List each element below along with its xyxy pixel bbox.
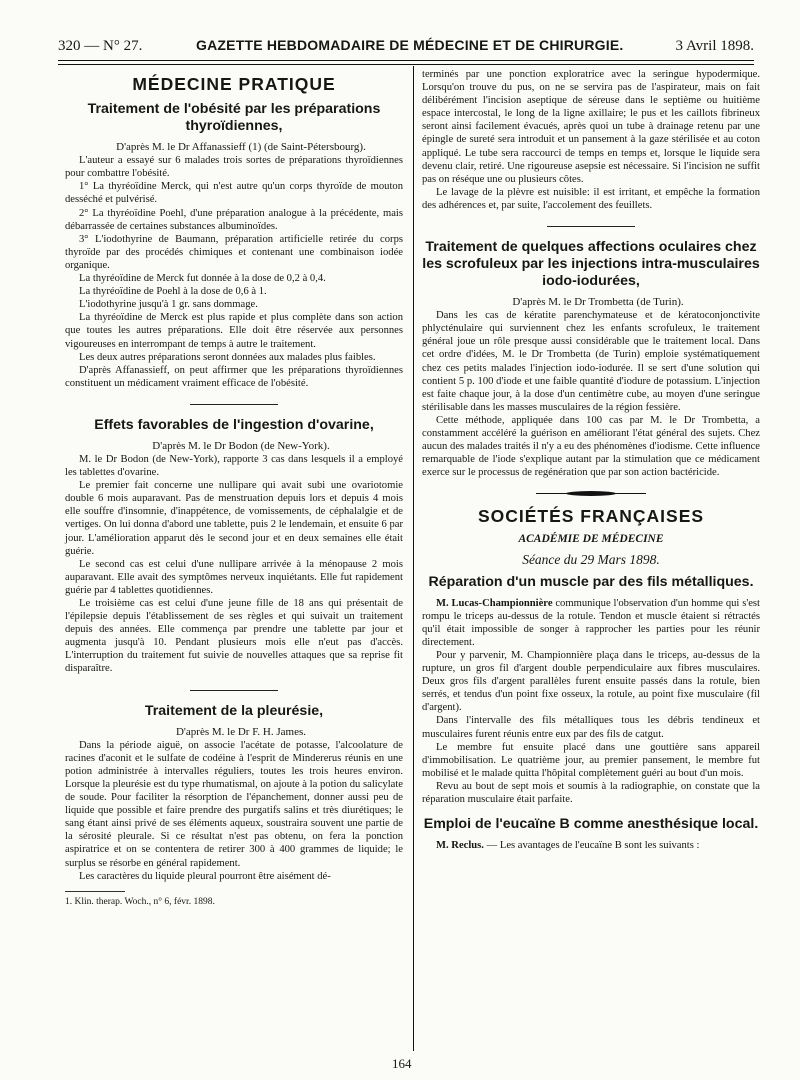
paragraph: 2° La thyréoïdine Poehl, d'une préparation analogue à la précédente, mais débarrassée de certaines substances albuminoïdes.	[65, 207, 403, 232]
paragraph: M. le Dr Bodon (de New-York), rapporte 3 cas dans lesquels il a employé les tablettes d'ovarine.	[65, 453, 403, 479]
paragraph: terminés par une ponction exploratrice avec la seringue hypodermique. Lorsqu'on trouve du pus, on ne se servira pas de l'aspirateur, mais on fait délibérément l'incision aseptique de séreuse dans le septième ou huitième espace intercostal, le long de la ligne axillaire; le pus et les caillots fibrineux seront ainsi facilement évacués, après quoi un tube à drainage retenu par une épingle de sureté sera introduit et un pansement à la gaze stérilisée et au coton appliqué. Le tube sera raccourci de temps en temps et, lorsque le liquide sera devenu clair, retiré. Une rigoureuse asepsie est nécessaire. Si l'incision ne suffit pas on réséque une ou plusieurs côtes.	[422, 69, 760, 185]
article-title-ovarine: Effets favorables de l'ingestion d'ovarine,	[94, 416, 374, 433]
separator-rule	[190, 404, 278, 405]
paragraph-lead	[422, 839, 760, 852]
paragraph: La thyréoïdine de Merck fut donnée à la dose de 0,2 à 0,4.	[79, 273, 326, 285]
paragraph: Cette méthode, appliquée dans 100 cas par M. le Dr Trombetta, a constamment accéléré la guérison en améliorant l'état général des sujets. Chez aucun des malades traités il n'y a eu des phénomènes d'iodisme. Cette influence remarquable de l'iode s'explique autant par la stimulation que ce médicament exerce sur le processus de regénération que par son action bactéricide.	[422, 414, 760, 479]
column-divider	[413, 66, 414, 1051]
issue-date: 3 Avril 1898.	[675, 38, 754, 54]
footnote: 1. Klin. therap. Woch., n° 6, févr. 1898.	[65, 896, 215, 907]
paragraph: Le premier fait concerne une nullipare qui avait subi une ovariotomie double 6 mois auparavant. Pas de menstruation depuis lors et depuis 4 mois elle souffre d'insomnie, d'inappétence, de vomissements, de céphalalgie et de vertiges. On lui donna d'abord une tablette, puis 2 le lendemain, et ensuite 6 par jour. L'amélioration apparut dès le second jour et en deux semaines elle était guérie.	[65, 480, 403, 557]
paragraph: Le troisième cas est celui d'une jeune fille de 18 ans qui présentait de l'épilepsie depuis l'établissement de ses règles et qui suivait un traitement depuis des années. Elle commença par prendre une tablette par jour et augmenta jusqu'à 10. Pendant plusieurs mois elle n'eut pas d'accès. L'interruption du traitement fut suivie de nouvelles attaques que sa reprise fit disparaître.	[65, 598, 403, 675]
article-byline: D'après M. le Dr Bodon (de New-York).	[152, 439, 330, 452]
paragraph: 1° La thyréoïdine Merck, qui n'est autre qu'un corps thyroïde de mouton desséché et pulvérisé.	[65, 181, 403, 206]
footnote-rule	[65, 891, 125, 892]
left-column	[65, 68, 403, 909]
article-title-eucaine: Emploi de l'eucaïne B comme anesthésique local.	[423, 816, 759, 833]
paragraph: Dans l'intervalle des fils métalliques tous les débris tendineux et musculaires furent réunis entre eux par des fils de catgut.	[422, 715, 760, 740]
journal-title: GAZETTE HEBDOMADAIRE DE MÉDECINE ET DE CHIRURGIE.	[196, 37, 624, 53]
paragraph: L'auteur a essayé sur 6 malades trois sortes de préparations thyroïdiennes pour combattre l'obésité.	[65, 155, 403, 180]
running-header	[58, 34, 754, 58]
academy-heading: ACADÉMIE DE MÉDECINE	[518, 533, 664, 546]
paragraph: Revu au bout de sept mois et soumis à la radiographie, on constate que la réparation musculaire était parfaite.	[422, 780, 760, 806]
paragraph: Dans la période aiguë, on associe l'acétate de potasse, l'alcoolature de racines d'aconit et le sulfate de codéine à l'esprit de Mindererus réunis en une potion administrée à intervalles réguliers, toutes les trois heures environ. Lorsque la pleurésie est du type rhumatismal, on ajoute à la potion du salicylate de soude. Pour faciliter la résorption de l'épanchement, donner aussi peu de liquide que possible et faire prendre des purgatifs salins et très diurétiques; le sang étant ainsi privé de ses éléments aqueux, soustraira souvent une partie de la sérosité pleurale. Si ce résultat n'est pas obtenu, on fera la ponction aspiratrice et on se contentera de retirer 300 à 400 grammes de liquide; le surplus se résorbe en général rapidement.	[65, 739, 403, 869]
paragraph: La thyréoïdine de Merck est plus rapide et plus complète dans son action que toutes les autres préparations. Elle doit être réservée aux personnes vigoureuses en interrompant de temps à autre le traitement.	[65, 312, 403, 350]
header-rule-second	[58, 64, 754, 65]
article-title-scrofuleux: Traitement de quelques affections oculaires chez les scrofuleux par les injections intra-musculaires iodo-iodurées,	[422, 239, 760, 290]
paragraph-lead	[422, 597, 760, 649]
page-issue: 320 — N° 27.	[58, 38, 143, 54]
paragraph: La thyréoïdine de Poehl à la dose de 0,6 à 1.	[79, 286, 267, 298]
paragraph: Les deux autres préparations seront données aux malades plus faibles.	[79, 351, 376, 363]
lead-text: — Les avantages de l'eucaïne B sont les suivants :	[483, 840, 700, 852]
paragraph: Pour y parvenir, M. Championnière plaça dans le triceps, au-dessus de la rupture, un gros fil d'argent double perpendiculaire aux fibres musculaires. Deux gros fils d'argent parallèles furent ensuite passés dans la rotule, bien serrés, et tendus d'un point fixe osseux, la rotule, au point fixe musculaire (fil d'argent).	[422, 650, 760, 714]
separator-rule	[547, 226, 635, 227]
session-date: Séance du 29 Mars 1898.	[522, 551, 660, 567]
paragraph: Le second cas est celui d'une nullipare arrivée à la ménopause 2 mois auparavant. Elle avait des symptômes nerveux inquiétants. Elle fut rapidement guérie par 4 tablettes quotidiennes.	[65, 558, 403, 596]
paragraph: Les caractères du liquide pleural pourront être aisément dé-	[79, 870, 331, 882]
paragraph: Le lavage de la plèvre est nuisible: il est irritant, et empêche la formation des adhérences et, par suite, l'accolement des feuillets.	[422, 186, 760, 211]
page-number: 164	[392, 1056, 412, 1071]
article-title-pleuresie: Traitement de la pleurésie,	[144, 702, 324, 719]
lead-text: communique l'observation d'un homme qui s'est rompu le triceps au-dessus de la rotule. Tendon et muscle étaient si rétractés qu'il était impossible de songer à rapprocher les parties pour les réunir directement.	[422, 597, 760, 648]
header-rule	[58, 60, 754, 61]
right-column	[422, 68, 760, 852]
paragraph: Dans les cas de kératite parenchymateuse et de kératoconjonctivite phlycténulaire qui surviennent chez les enfants scrofuleux, le traitement général joue un rôle presque aussi considérable que le traitement local. Dans cet ordre d'idées, M. le Dr Trombetta (de Turin) emploie systématiquement chez ces petits malades l'injection iodo-iodurée. Il se sert d'une solution qui contient 5 p. 100 d'iode et une faible quantité d'iodure de potassium. L'injection est faite chaque jour, à la dose d'un centimètre cube, au moyen d'une seringue stérilisable dans les masses musculaires de la région fessière.	[422, 310, 760, 413]
section-title-medecine-pratique: MÉDECINE PRATIQUE	[132, 74, 336, 94]
article-byline: D'après M. le Dr Trombetta (de Turin).	[512, 296, 684, 309]
separator-rule	[190, 690, 278, 691]
section-title-societes-francaises: SOCIÉTÉS FRANÇAISES	[477, 506, 705, 527]
article-byline: D'après M. le Dr Affanassieff (1) (de Saint-Pétersbourg).	[116, 141, 366, 154]
ornament-divider	[536, 491, 646, 496]
paragraph: D'après Affanassieff, on peut affirmer que les préparations thyroïdiennes constituent un médicament vraiment efficace de l'obésité.	[65, 364, 403, 389]
article-title-reparation-muscle: Réparation d'un muscle par des fils métalliques.	[428, 573, 754, 590]
speaker-name: M. Reclus.	[436, 840, 484, 852]
paragraph: Le membre fut ensuite placé dans une gouttière sans appareil d'immobilisation. Le quatrième jour, au premier pansement, le membre fut mobilisé et le malade quitta l'hôpital complètement guéri au bout d'un mois.	[422, 741, 760, 779]
article-title-obesite: Traitement de l'obésité par les préparations thyroïdiennes,	[87, 101, 381, 135]
paragraph: 3° L'iodothyrine de Baumann, préparation artificielle retirée du corps thyroïde par des procédés chimiques et contenant une combinaison iodée organique.	[65, 233, 403, 271]
paragraph: L'iodothyrine jusqu'à 1 gr. sans dommage.	[79, 299, 258, 311]
speaker-name: M. Lucas-Championnière	[436, 597, 553, 609]
article-byline: D'après M. le Dr F. H. James.	[175, 725, 307, 738]
